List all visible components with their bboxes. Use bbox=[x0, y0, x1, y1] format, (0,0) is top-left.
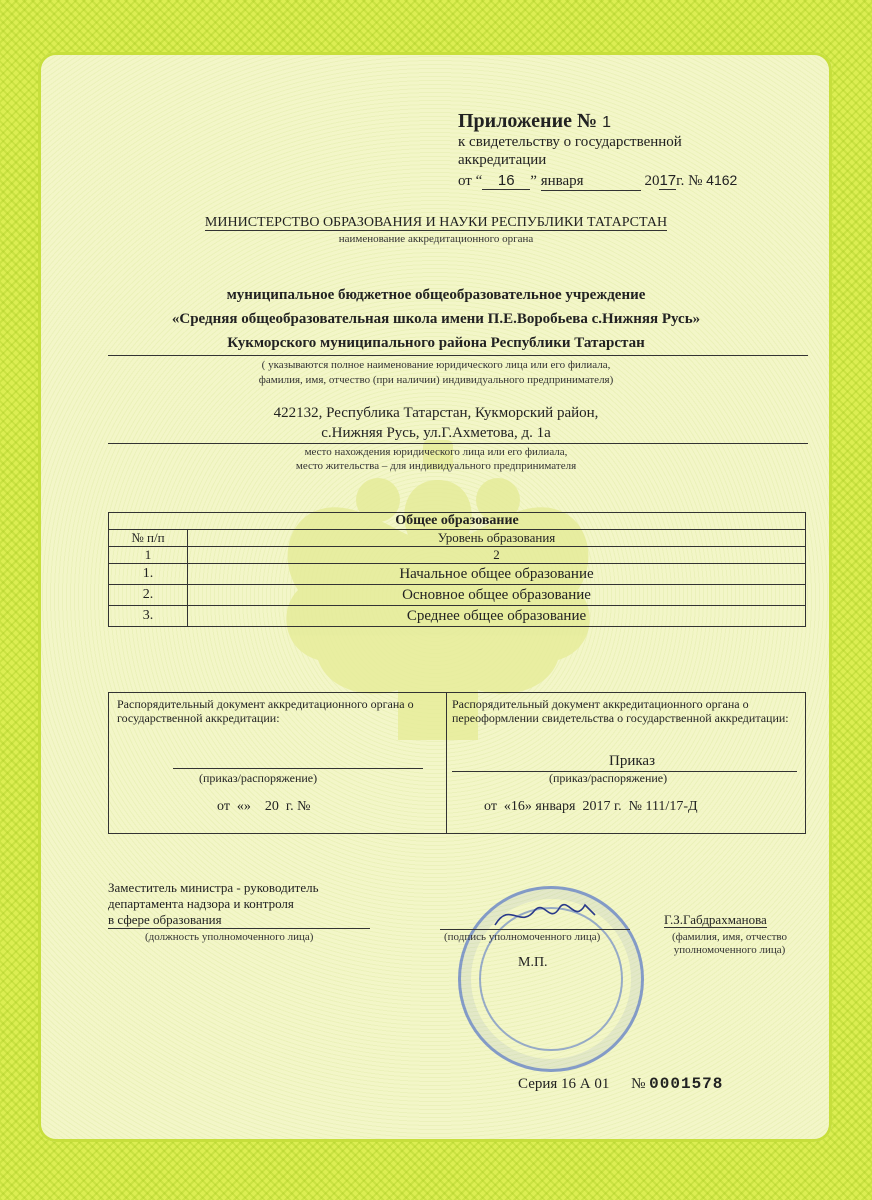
year-g: г. № bbox=[676, 173, 703, 189]
name-caption-line2: уполномоченного лица) bbox=[673, 944, 786, 956]
series-label: Серия 16 А 01 bbox=[518, 1076, 610, 1092]
cert-number: 4162 bbox=[706, 172, 738, 188]
education-table bbox=[108, 512, 806, 627]
org-line2: «Средняя общеобразовательная школа имени П.Е.Воробьева с.Нижняя Русь» bbox=[171, 311, 701, 327]
position-caption: (должность уполномоченного лица) bbox=[145, 931, 314, 943]
address-caption1: место нахождения юридического лица или его филиала, bbox=[304, 446, 568, 458]
signature-caption: (подпись уполномоченного лица) bbox=[444, 931, 601, 943]
name-caption-line1: (фамилия, имя, отчество bbox=[672, 931, 788, 943]
row-level: Начальное общее образование bbox=[188, 564, 806, 585]
signatory-name-text: Г.З.Габдрахманова bbox=[664, 912, 767, 927]
series-number: 0001578 bbox=[649, 1075, 724, 1093]
row-number: 2. bbox=[109, 585, 188, 606]
appendix-date bbox=[458, 172, 737, 191]
signatory-position bbox=[108, 880, 370, 929]
right-doc-title: Распорядительный документ аккредитационного органа о переоформлении свидетельства о государственной аккредитации: bbox=[452, 697, 789, 725]
right-doc-caption: (приказ/распоряжение) bbox=[549, 771, 668, 785]
table-row bbox=[109, 564, 806, 585]
appendix-title bbox=[458, 110, 611, 133]
org-caption2: фамилия, имя, отчество (при наличии) индивидуального предпринимателя) bbox=[258, 374, 614, 386]
series-footer bbox=[518, 1075, 723, 1093]
table-row bbox=[109, 585, 806, 606]
row-level: Среднее общее образование bbox=[188, 606, 806, 627]
appendix-line1: к свидетельству о государственной bbox=[458, 134, 682, 150]
date-mid: ” bbox=[530, 173, 537, 189]
number-label: № bbox=[631, 1076, 646, 1092]
date-month: января bbox=[541, 173, 641, 191]
left-doc-caption: (приказ/распоряжение) bbox=[199, 771, 318, 785]
table-row bbox=[109, 606, 806, 627]
col-index-1: 1 bbox=[109, 547, 188, 564]
row-number: 3. bbox=[109, 606, 188, 627]
appendix-line2: аккредитации bbox=[458, 152, 547, 168]
date-prefix: от “ bbox=[458, 173, 483, 189]
org-line3: Кукморского муниципального района Республики Татарстан bbox=[227, 335, 645, 351]
appendix-title-text: Приложение № bbox=[458, 110, 598, 132]
row-level: Основное общее образование bbox=[188, 585, 806, 606]
name-caption bbox=[672, 931, 787, 957]
appendix-number: 1 bbox=[602, 114, 611, 131]
year-prefix: 20 bbox=[644, 173, 660, 189]
table-title-row bbox=[109, 513, 806, 530]
authority-name bbox=[0, 215, 872, 231]
position-line3: в сфере образования bbox=[108, 912, 370, 929]
org-caption1: ( указываются полное наименование юридического лица или его филиала, bbox=[261, 359, 611, 371]
row-number: 1. bbox=[109, 564, 188, 585]
right-doc-date: от «16» января 2017 г. № 111/17-Д bbox=[484, 799, 698, 814]
address-caption2: место жительства – для индивидуального предпринимателя bbox=[295, 460, 577, 472]
org-line1: муниципальное бюджетное общеобразовательное учреждение bbox=[226, 287, 646, 303]
authority-name-text: МИНИСТЕРСТВО ОБРАЗОВАНИЯ И НАУКИ РЕСПУБЛИКИ ТАТАРСТАН bbox=[204, 215, 668, 230]
left-doc-date: от «» 20 г. № bbox=[217, 799, 311, 814]
left-doc-title: Распорядительный документ аккредитационного органа о государственной аккредитации: bbox=[117, 697, 414, 725]
col-level-header: Уровень образования bbox=[188, 530, 806, 547]
table-title: Общее образование bbox=[109, 513, 806, 530]
seal-label: М.П. bbox=[518, 955, 548, 970]
year-suffix: 17 bbox=[659, 172, 677, 189]
authority-caption: наименование аккредитационного органа bbox=[338, 233, 534, 245]
address-line1: 422132, Республика Татарстан, Кукморский район, bbox=[273, 405, 599, 421]
position-line1: Заместитель министра - руководитель bbox=[108, 880, 319, 895]
table-index-row bbox=[109, 547, 806, 564]
right-doc-value: Приказ bbox=[609, 753, 656, 769]
col-index-2: 2 bbox=[188, 547, 806, 564]
address-line2: с.Нижняя Русь, ул.Г.Ахметова, д. 1а bbox=[321, 425, 551, 441]
position-line2: департамента надзора и контроля bbox=[108, 896, 294, 911]
signatory-name bbox=[664, 912, 767, 928]
date-day: 16 bbox=[482, 172, 530, 190]
table-header-row bbox=[109, 530, 806, 547]
col-number-header: № п/п bbox=[109, 530, 188, 547]
documents-box bbox=[108, 692, 806, 834]
